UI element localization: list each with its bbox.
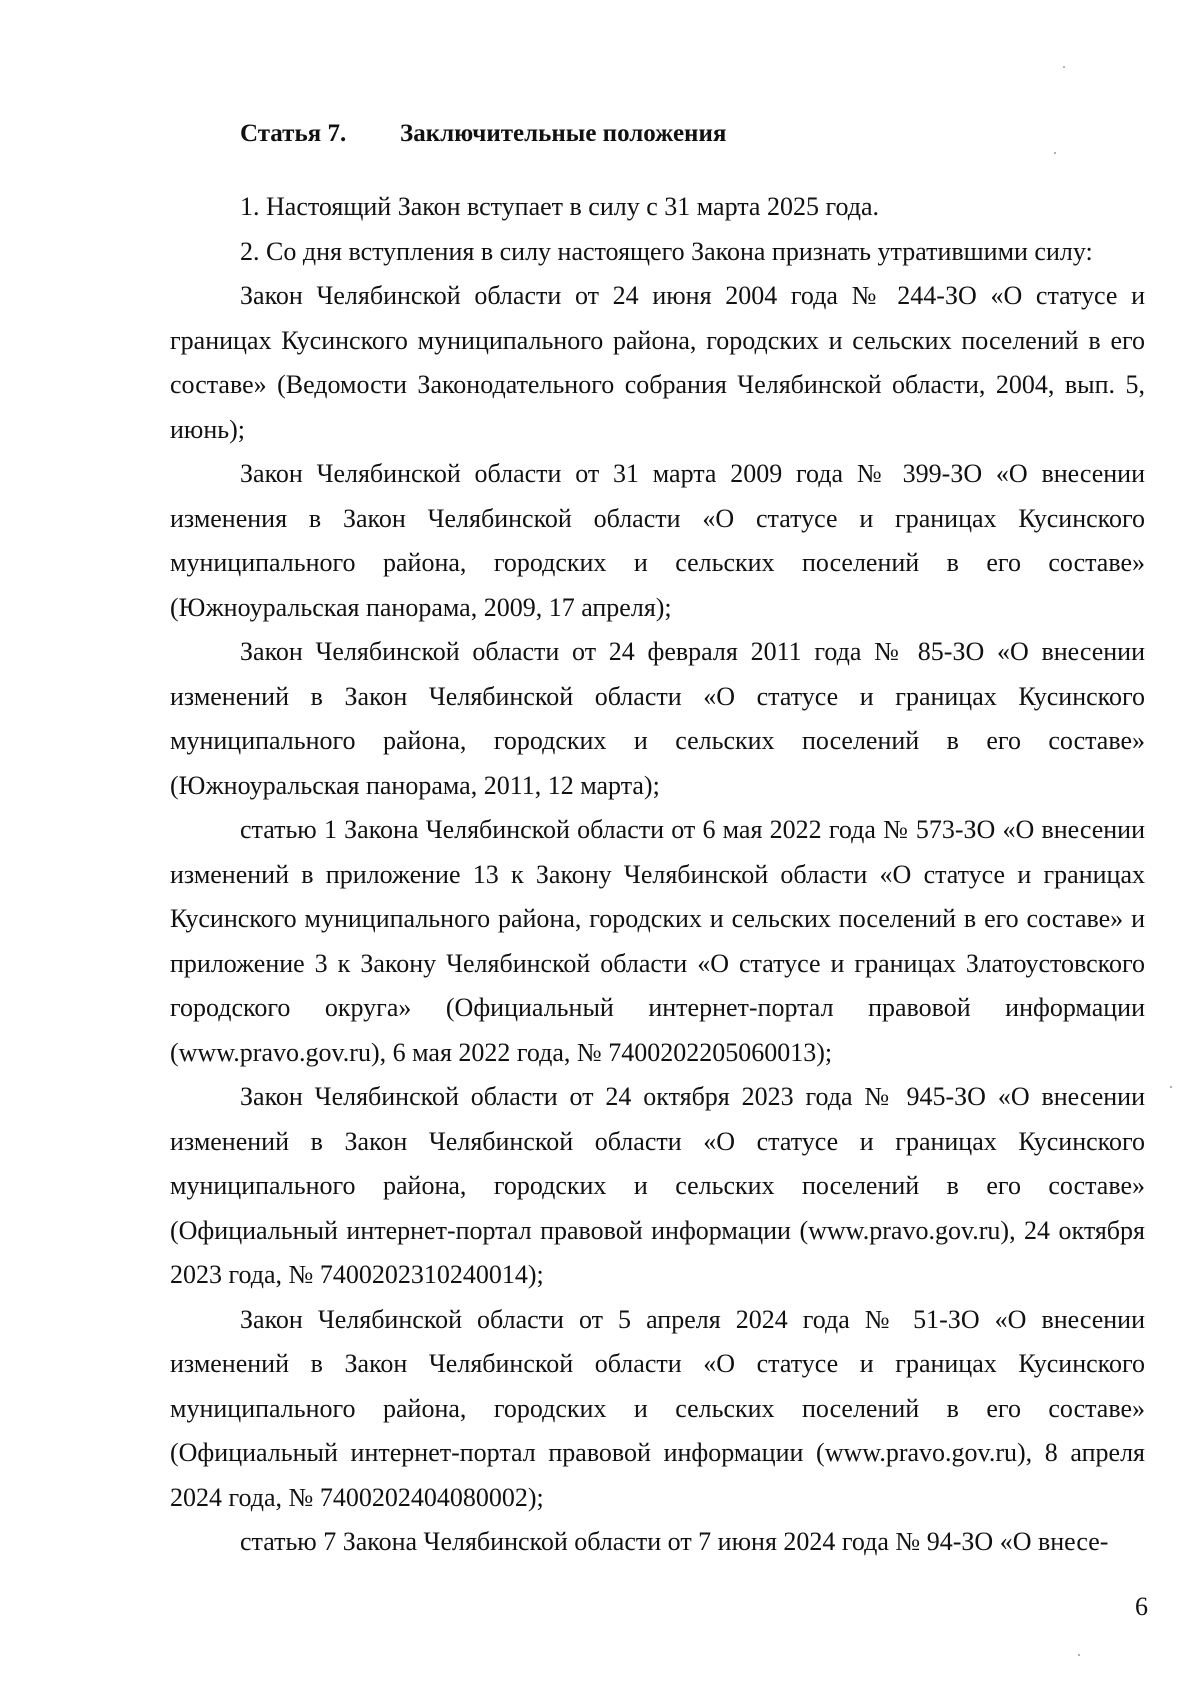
article-number: Статья 7. bbox=[240, 120, 347, 147]
paragraph-law-2009: Закон Челябинской области от 31 марта 2009 года № 399-ЗО «О внесении изменения в Закон Челябинской области «О статусе и границах Кусинского муниципального района, городских и сельских поселений в его составе» (Южноуральская панорама, 2009, 17 апреля); bbox=[170, 459, 1145, 622]
paragraph-law-2023: Закон Челябинской области от 24 октября 2023 года № 945-ЗО «О внесении изменений в Закон Челябинской области «О статусе и границах Кусинского муниципального района, городских и сельских поселений в его составе» (Официальный интернет-портал правовой информации (www.pravo.gov.ru), 24 октября 2023 года, № 7400202310240014); bbox=[170, 1082, 1145, 1289]
article-title: Заключительные положения bbox=[400, 120, 727, 147]
scan-speck bbox=[1170, 1086, 1172, 1088]
paragraph-law-2024-june: статью 7 Закона Челябинской области от 7 июня 2024 года № 94-ЗО «О внесе- bbox=[240, 1527, 1109, 1556]
page-number: 6 bbox=[1135, 1592, 1148, 1621]
paragraph-law-2024-april: Закон Челябинской области от 5 апреля 2024 года № 51-ЗО «О внесении изменений в Закон Челябинской области «О статусе и границах Кусинского муниципального района, городских и сельских поселений в его составе» (Официальный интернет-портал правовой информации (www.pravo.gov.ru), 8 апреля 2024 года, № 7400202404080002); bbox=[170, 1304, 1145, 1512]
scan-speck bbox=[1078, 1654, 1080, 1656]
article-body bbox=[170, 185, 1145, 1565]
paragraph-effective-date: 1. Настоящий Закон вступает в силу с 31 марта 2025 года. bbox=[240, 192, 879, 221]
scan-speck bbox=[1063, 66, 1065, 68]
scan-speck bbox=[1054, 152, 1056, 154]
paragraph-law-2011: Закон Челябинской области от 24 февраля 2011 года № 85-ЗО «О внесении изменений в Закон Челябинской области «О статусе и границах Кусинского муниципального района, городских и сельских поселений в его составе» (Южноуральская панорама, 2011, 12 марта); bbox=[170, 637, 1145, 800]
paragraph-repeal-intro: 2. Со дня вступления в силу настоящего Закона признать утратившими силу: bbox=[240, 236, 1093, 266]
paragraph-law-2004: Закон Челябинской области от 24 июня 2004 года № 244-ЗО «О статусе и границах Кусинского муниципального района, городских и сельских поселений в его составе» (Ведомости Законодательного собрания Челябинской области, 2004, вып. 5, июнь); bbox=[170, 281, 1145, 444]
paragraph-law-2022: статью 1 Закона Челябинской области от 6 мая 2022 года № 573-ЗО «О внесении изменений в приложение 13 к Закону Челябинской области «О статусе и границах Кусинского муниципального района, городских и сельских поселений в его составе» и приложение 3 к Закону Челябинской области «О статусе и границах Златоустовского городского округа» (Официальный интернет-портал правовой информации (www.pravo.gov.ru), 6 мая 2022 года, № 7400202205060013); bbox=[170, 815, 1145, 1067]
article-heading bbox=[240, 120, 726, 148]
